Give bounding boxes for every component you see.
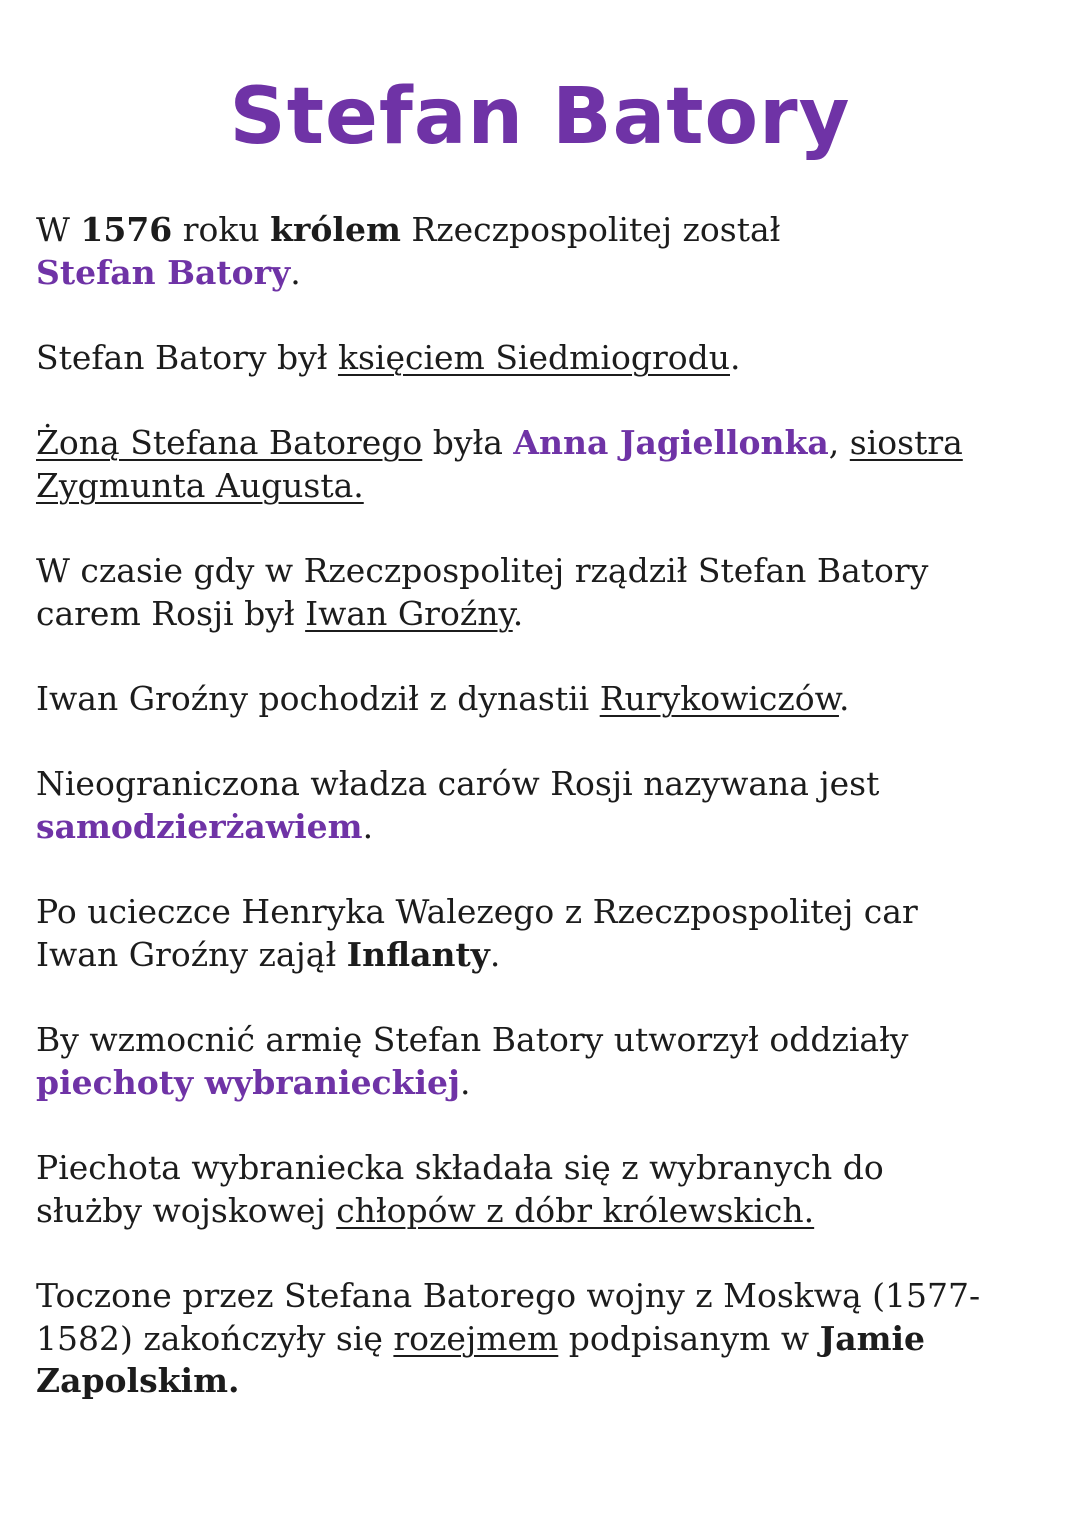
paragraph-9 <box>36 1147 1046 1232</box>
paragraph-7 <box>36 891 1046 976</box>
text: W czasie gdy w Rzeczpospolitej rządził Stefan Batory <box>36 551 929 590</box>
text: . <box>489 934 501 974</box>
text: By wzmocnić armię Stefan Batory utworzył oddziały <box>36 1020 909 1059</box>
term-zapolskim: Zapolskim. <box>36 1361 240 1400</box>
paragraph-6 <box>36 763 1046 848</box>
paragraph-3 <box>36 422 1046 507</box>
term-siostra: siostra <box>849 423 963 462</box>
text: . <box>290 252 301 292</box>
term-rurykowiczow: Rurykowiczów <box>599 679 839 718</box>
term-zona-stefana-batorego: Żoną Stefana Batorego <box>36 423 423 462</box>
page-title: Stefan Batory <box>229 72 851 162</box>
text: W <box>36 210 81 249</box>
text: Iwan Groźny zajął <box>36 934 347 974</box>
text: . <box>512 593 524 633</box>
text: . <box>460 1062 471 1102</box>
text: 1582) zakończyły się <box>36 1318 394 1358</box>
name-iwan-grozny: Iwan Groźny <box>305 593 513 633</box>
term-zygmunta-augusta: Zygmunta Augusta. <box>36 465 364 505</box>
term-rozejmem: rozejmem <box>393 1318 559 1358</box>
text: Po ucieczce Henryka Walezego z Rzeczpospolitej car <box>36 892 918 931</box>
term-ksieciem-siedmiogrodu: księciem Siedmiogrodu <box>337 338 730 377</box>
term-samodzierzawiem: samodzierżawiem <box>36 806 363 846</box>
text: , <box>828 423 850 462</box>
text: podpisanym w <box>558 1318 820 1358</box>
term-chlopow-z-dobr-krolewskich: chłopów z dóbr królewskich. <box>336 1190 815 1230</box>
text: roku <box>172 210 271 249</box>
term-piechoty-wybranieckiej: piechoty wybranieckiej <box>36 1062 460 1102</box>
text: Toczone przez Stefana Batorego wojny z Moskwą (1577- <box>36 1276 981 1315</box>
text: służby wojskowej <box>36 1190 337 1230</box>
paragraph-1 <box>36 209 1046 294</box>
text: Rzeczpospolitej został <box>400 210 781 249</box>
name-anna-jagiellonka: Anna Jagiellonka <box>513 423 829 462</box>
paragraph-4 <box>36 550 1046 635</box>
paragraph-10 <box>36 1275 1046 1403</box>
year-1576: 1576 <box>80 210 173 249</box>
term-inflanty: Inflanty <box>346 934 490 974</box>
text: . <box>838 679 850 718</box>
paragraph-5 <box>36 678 1046 721</box>
text: Iwan Groźny pochodził z dynastii <box>36 679 600 718</box>
text: Nieograniczona władza carów Rosji nazywana jest <box>36 764 880 803</box>
text: . <box>730 338 741 377</box>
term-jamie: Jamie <box>819 1318 926 1358</box>
paragraph-8 <box>36 1019 1046 1104</box>
text: Stefan Batory był <box>36 338 338 377</box>
name-stefan-batory: Stefan Batory <box>36 252 291 292</box>
text: była <box>422 423 514 462</box>
term-krolem: królem <box>270 210 401 249</box>
text: carem Rosji był <box>36 593 306 633</box>
text: Piechota wybraniecka składała się z wybranych do <box>36 1148 884 1187</box>
text: . <box>362 806 374 846</box>
paragraph-2 <box>36 337 1046 380</box>
